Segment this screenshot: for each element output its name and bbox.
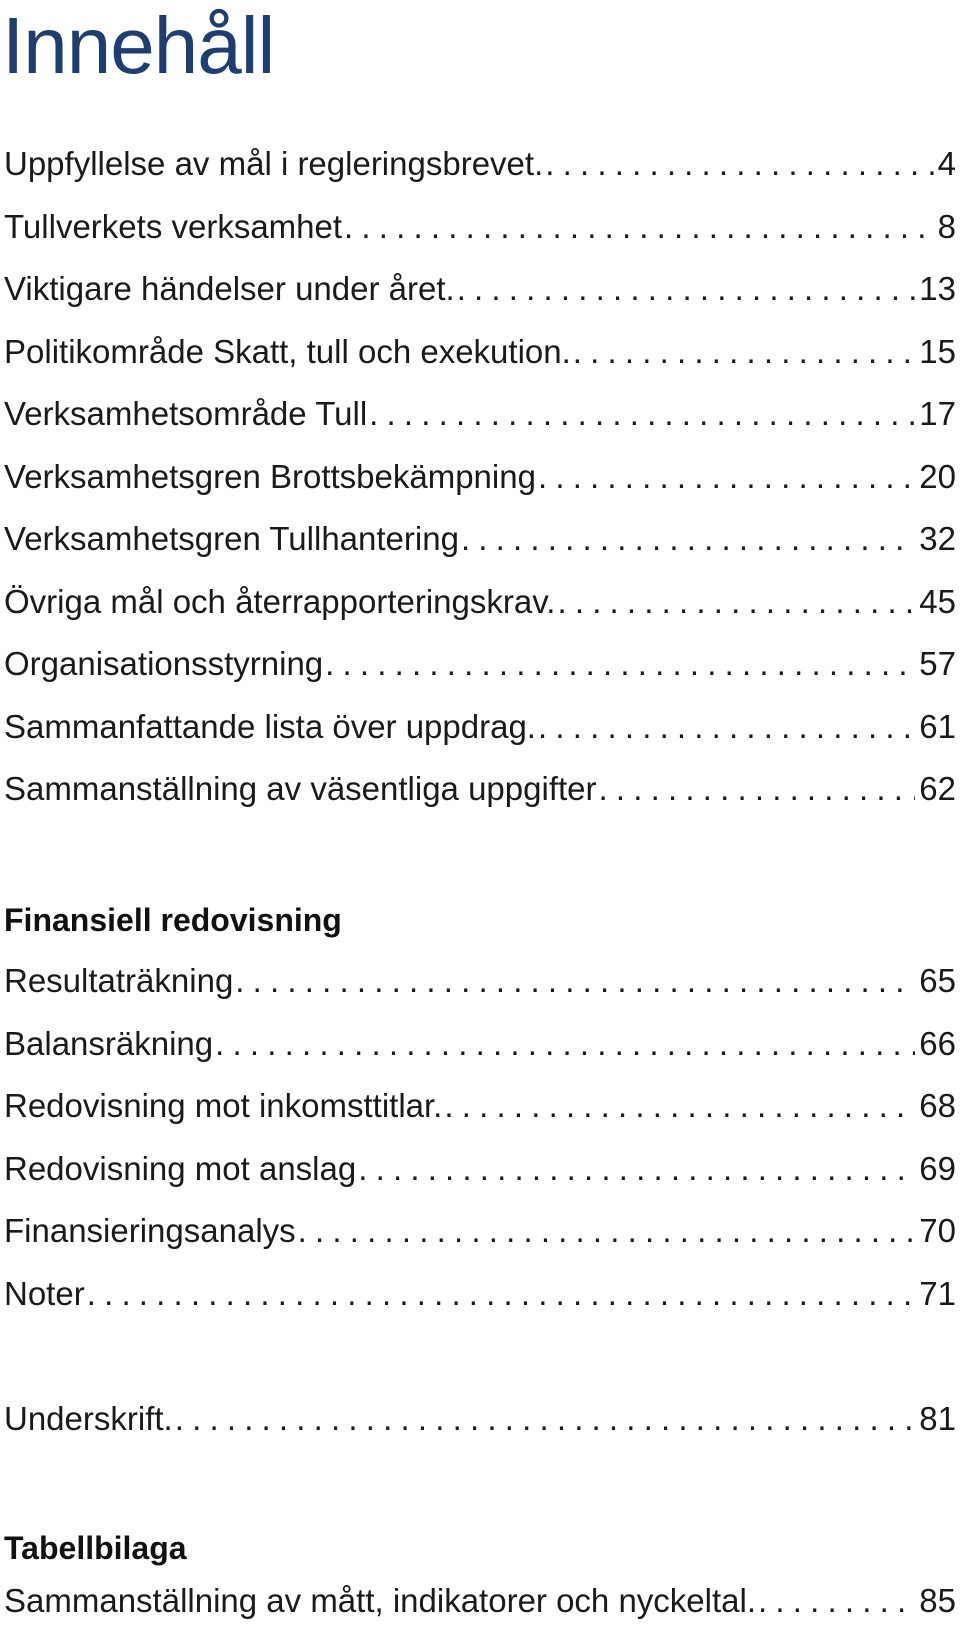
toc-dot-leader — [459, 508, 915, 571]
toc-dot-leader — [342, 196, 934, 259]
toc-entry[interactable] — [4, 950, 956, 1013]
toc-entry-page: 68 — [919, 1087, 956, 1124]
toc-entry-page: 57 — [919, 645, 956, 682]
toc-entry-page: 4 — [937, 145, 956, 182]
toc-entry-label: Uppfyllelse av mål i regleringsbrevet. — [4, 145, 544, 182]
toc-entry-page: 71 — [919, 1274, 956, 1312]
toc-entry[interactable] — [4, 1013, 956, 1076]
toc-entry[interactable] — [4, 258, 956, 321]
toc-entry-label: Viktigare händelser under året. — [4, 270, 455, 307]
toc-entry-label: Balansräkning — [4, 1024, 214, 1062]
toc-entry-label: Resultaträkning — [4, 962, 234, 999]
toc-entry[interactable] — [4, 383, 956, 446]
toc-dot-leader — [756, 1570, 915, 1633]
toc-entry[interactable] — [4, 633, 956, 696]
toc-entry-page: 62 — [919, 770, 956, 807]
toc-main-list — [4, 133, 956, 821]
toc-entry-label: Politikområde Skatt, tull och exekution. — [4, 332, 571, 370]
toc-entry-label: Tullverkets verksamhet — [4, 207, 343, 245]
toc-entry[interactable] — [4, 133, 956, 196]
toc-dot-leader — [323, 633, 915, 696]
toc-entry-page: 32 — [919, 520, 956, 557]
toc-dot-leader — [597, 758, 916, 821]
toc-entry[interactable] — [4, 758, 956, 821]
toc-tabellbilaga-list — [4, 1570, 956, 1633]
toc-entry-label: Sammanställning av väsentliga uppgifter — [4, 770, 597, 807]
toc-entry-label: Övriga mål och återrapporteringskrav. — [4, 582, 556, 620]
toc-dot-leader — [536, 446, 915, 509]
toc-entry-page: 20 — [919, 457, 956, 495]
toc-entry[interactable] — [4, 571, 956, 634]
toc-dot-leader — [555, 571, 915, 634]
toc-entry[interactable] — [4, 1138, 956, 1201]
toc-dot-leader — [173, 1388, 916, 1451]
toc-dot-leader — [356, 1138, 915, 1201]
toc-entry-label: Verksamhetsområde Tull — [4, 395, 368, 432]
section-heading-finansiell: Finansiell redovisning — [4, 902, 342, 938]
toc-dot-leader — [543, 133, 933, 196]
toc-entry[interactable] — [4, 196, 956, 259]
toc-entry-page: 13 — [919, 270, 956, 307]
toc-dot-leader — [367, 383, 915, 446]
toc-entry-page: 15 — [919, 332, 956, 370]
toc-dot-leader — [536, 696, 915, 759]
toc-entry[interactable] — [4, 696, 956, 759]
toc-dot-leader — [85, 1263, 916, 1326]
toc-entry-label: Verksamhetsgren Brottsbekämpning — [4, 457, 536, 495]
toc-entry-page: 69 — [919, 1149, 956, 1187]
toc-entry-label: Sammanställning av mått, indikatorer och nyckeltal. — [4, 1582, 757, 1619]
toc-entry-label: Verksamhetsgren Tullhantering — [4, 520, 459, 557]
toc-entry-page: 66 — [919, 1024, 956, 1062]
toc-dot-leader — [213, 1013, 915, 1076]
toc-entry-label: Redovisning mot anslag — [4, 1149, 357, 1187]
toc-dot-leader — [442, 1075, 915, 1138]
toc-entry-label: Sammanfattande lista över uppdrag. — [4, 707, 536, 745]
toc-entry-page: 65 — [919, 962, 956, 999]
toc-entry[interactable] — [4, 508, 956, 571]
section-heading-tabellbilaga: Tabellbilaga — [4, 1530, 187, 1566]
toc-entry[interactable] — [4, 1388, 956, 1451]
toc-entry[interactable] — [4, 1200, 956, 1263]
toc-entry-label: Noter — [4, 1274, 85, 1312]
toc-entry[interactable] — [4, 321, 956, 384]
toc-entry-page: 70 — [919, 1212, 956, 1249]
page-title: Innehåll — [2, 1, 275, 90]
toc-dot-leader — [571, 321, 915, 384]
toc-underskrift — [4, 1388, 956, 1451]
toc-entry[interactable] — [4, 1075, 956, 1138]
toc-entry-label: Redovisning mot inkomsttitlar. — [4, 1087, 443, 1124]
toc-finansiell-list — [4, 950, 956, 1325]
toc-entry-page: 85 — [919, 1582, 956, 1619]
toc-entry-page: 8 — [937, 207, 956, 245]
toc-entry-page: 61 — [919, 707, 956, 745]
toc-entry[interactable] — [4, 1570, 956, 1633]
toc-entry-label: Finansieringsanalys — [4, 1212, 296, 1249]
toc-entry-page: 45 — [919, 582, 956, 620]
toc-entry-page: 17 — [919, 395, 956, 432]
toc-dot-leader — [296, 1200, 916, 1263]
toc-entry[interactable] — [4, 1263, 956, 1326]
toc-entry-label: Organisationsstyrning — [4, 645, 324, 682]
toc-dot-leader — [455, 258, 916, 321]
toc-entry-page: 81 — [919, 1400, 956, 1437]
toc-entry-label: Underskrift. — [4, 1400, 173, 1437]
toc-dot-leader — [233, 950, 915, 1013]
toc-entry[interactable] — [4, 446, 956, 509]
